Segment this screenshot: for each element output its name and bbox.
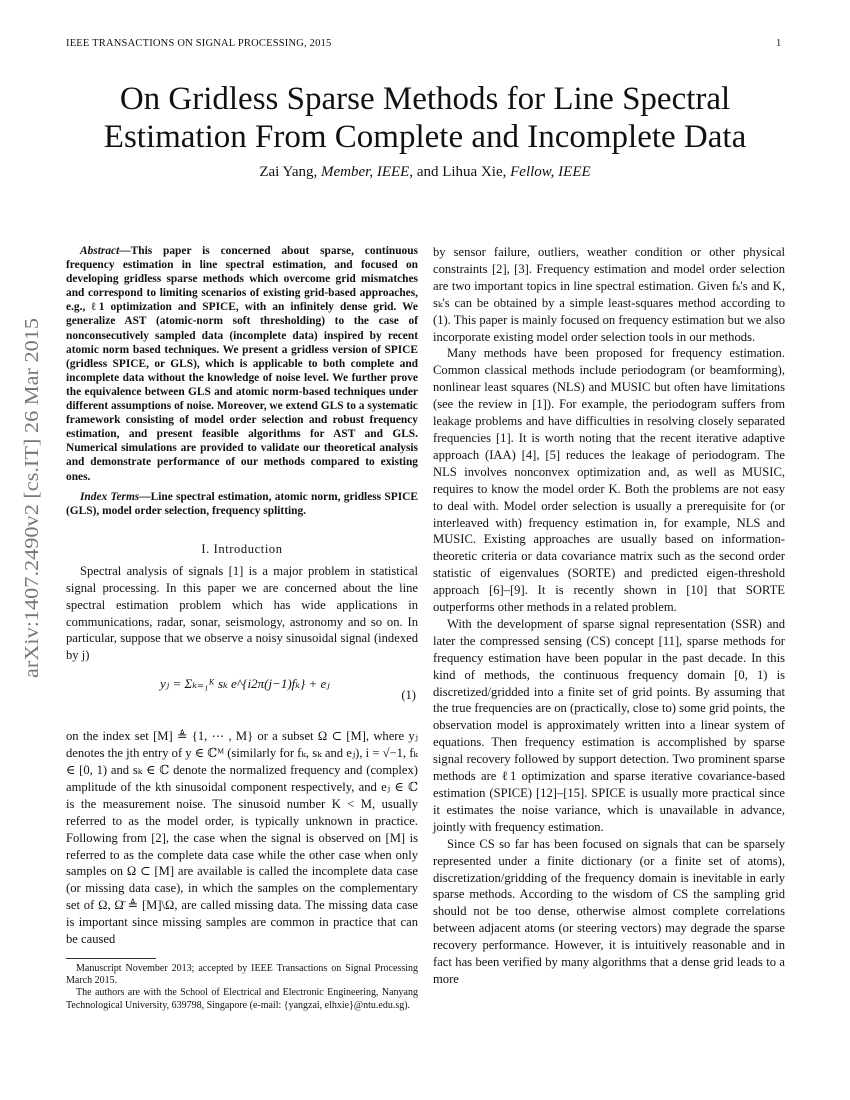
footnote-affiliation: The authors are with the School of Electrical and Electronic Engineering, Nanyang Technological University, 639798, Singapore (e-mail: {yangzai, elhxie}@ntu.edu.sg).	[66, 987, 418, 1011]
author-line	[60, 164, 790, 181]
author-1-role: Member, IEEE,	[321, 164, 414, 180]
paper-title: On Gridless Sparse Methods for Line Spectral Estimation From Complete and Incomplete Data	[103, 81, 747, 155]
author-2-role: Fellow, IEEE	[510, 164, 591, 180]
running-header: IEEE TRANSACTIONS ON SIGNAL PROCESSING, 2015	[66, 38, 332, 49]
body-paragraph-4: Since CS so far has been focused on signals that can be sparsely represented under a finite dictionary (or a finite set of atoms), discretization/gridding of the frequency domain is inevitable in early sparse methods. According to the wisdom of CS the sampling grid should not be too dense, otherwise almost complete correlations between adjacent atoms (or steering vectors) may degrade the sparse recovery performance. However, it is intuitively reasonable and in fact has been verified by many algorithms that a dense grid leads to a more	[433, 836, 785, 986]
right-column	[433, 244, 785, 988]
abstract	[66, 244, 418, 484]
body-paragraph-3: With the development of sparse signal representation (SSR) and later the compressed sensing (CS) concept [11], sparse methods for frequency estimation have been popular in the past decade. In this kind of methods, the continuous frequency domain [0, 1) is discretized/gridded into a finite set of grid points. By assuming that the true frequencies are on (practically, close to) some grid points, the observation model is approximately written into a linear system of equations. Then frequency estimation is accomplished by sparse signal recovery followed by support detection. Two prominent sparse methods are ℓ1 optimization and sparse iterative covariance-based estimation (SPICE) [12]–[15]. SPICE is usually more practical since it estimates the noise variance, which is unavailable in advance, jointly with frequency estimation.	[433, 616, 785, 834]
footnote-manuscript: Manuscript November 2013; accepted by IEEE Transactions on Signal Processing March 2015.	[66, 963, 418, 987]
body-paragraph-2: Many methods have been proposed for frequency estimation. Common classical methods include periodogram (or beamforming), nonlinear least squares (NLS) and MUSIC but often have limitations (see the review in [1]). For example, the periodogram suffers from leakage problems and have difficulties in resolving closely separated frequencies [1]. It is worth noting that the recent iterative adaptive approach (IAA) [4], [5] reduces the leakage of periodogram. The NLS involves nonconvex optimization and, as well as MUSIC, requires to know the model order K. Both the problems are not easy to deal with. Model order selection is usually a prerequisite for (or interleaved with) frequency estimation in, for example, NLS and MUSIC. Existing approaches are usually based on information-theoretic criteria or data covariance matrix such as the second order statistic of eigenvalues (SORTE) and predicted eigen-threshold approach [6]–[9]. It is recently shown in [10] that SORTE outperforms other methods in a related problem.	[433, 346, 785, 615]
arxiv-stamp	[8, 310, 48, 680]
abstract-text: —This paper is concerned about sparse, continuous frequency estimation in line spectral estimation, and focused on developing gridless sparse methods which overcome grid mismatches and correspond to limiting scenarios of existing grid-based approaches, e.g., ℓ1 optimization and SPICE, with an infinitely dense grid. We generalize AST (atomic-norm soft thresholding) to the case of nonconsecutively sampled data (incomplete data) inspired by recent atomic norm based techniques. We present a gridless version of SPICE (gridless SPICE, or GLS), which is applicable to both complete and incomplete data without the knowledge of noise level. We further prove the equivalence between GLS and atomic norm-based techniques under different assumptions of noise. Moreover, we extend GLS to a systematic framework consisting of model order selection and robust frequency estimation, and present feasible algorithms for AST and GLS. Numerical simulations are provided to validate our theoretical analysis and demonstrate performance of our methods compared to existing ones.	[66, 245, 418, 483]
arxiv-stamp-text: arXiv:1407.2490v2 [cs.IT] 26 Mar 2015	[21, 346, 43, 678]
author-1: Zai Yang,	[259, 164, 321, 180]
abstract-label: Abstract	[80, 245, 120, 257]
body-paragraph-1: by sensor failure, outliers, weather condition or other physical constraints [2], [3]. Frequency estimation and model order selection are two important topics in line spectral estimation. Given fₖ's and K, sₖ's can be obtained by a simple least-squares method according to (1). This paper is mainly focused on frequency estimation but we also incorporate existing model order selection tools in our methods.	[433, 245, 785, 344]
footnote-divider	[66, 958, 156, 959]
equation-number: (1)	[401, 688, 416, 703]
intro-paragraph-1: Spectral analysis of signals [1] is a major problem in statistical signal processing. In this paper we are concerned about the line spectral estimation problem which has wide applications in communications, radar, sonar, seismology, astronomy and so on. In particular, suppose that we observe a noisy sinusoidal signal (indexed by j)	[66, 563, 418, 663]
equation-body: yⱼ = Σₖ₌₁ᴷ sₖ e^{i2π(j−1)fₖ} + eⱼ	[160, 676, 330, 692]
page-number: 1	[776, 38, 782, 49]
intro-paragraph-2: on the index set [M] ≜ {1, ⋯ , M} or a subset Ω ⊂ [M], where yⱼ denotes the jth entry of y ∈ ℂᴹ (similarly for fₖ, sₖ and eⱼ), i = √−1, fₖ ∈ [0, 1) and sₖ ∈ ℂ denote the normalized frequency and (complex) amplitude of the kth sinusoidal component respectively, and eⱼ ∈ ℂ is the measurement noise. The sinusoid number K < M, usually referred to as the model order, is typically unknown in practice. Following from [2], the case when the signal is observed on [M] is referred to as the complete data case while the other case when only samples on Ω ⊂ [M] are available is called the incomplete data case (or missing data case), in which the samples on the complementary set of Ω, Ω̄ ≜ [M]\Ω, are called missing data. The missing data case is important since missing samples are common in practice that can be caused	[66, 729, 418, 947]
index-terms-label: Index Terms	[80, 490, 140, 503]
author-conjunction: and Lihua Xie,	[413, 164, 511, 180]
section-heading: I. Introduction	[201, 541, 283, 556]
index-terms-text: —Line spectral estimation, atomic norm, gridless SPICE (GLS), model order selection, frequency splitting.	[66, 490, 418, 517]
equation-1	[66, 668, 418, 724]
left-column	[66, 244, 418, 1012]
index-terms	[66, 490, 418, 518]
